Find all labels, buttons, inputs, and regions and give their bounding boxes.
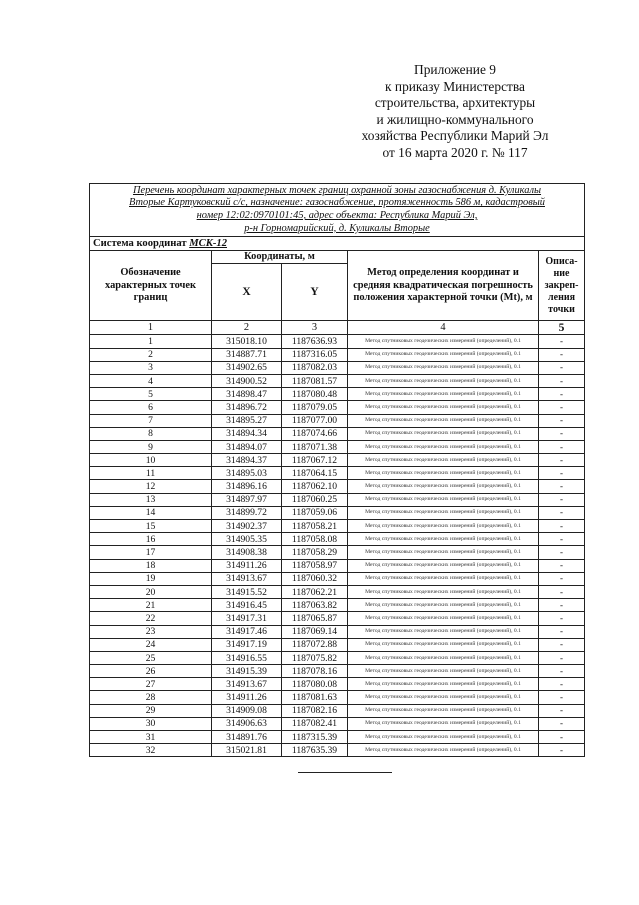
description-cell: - <box>539 401 585 414</box>
method-cell: Метод спутниковых геодезических измерений (определений), 0.1 <box>348 731 539 744</box>
description-cell: - <box>539 651 585 664</box>
description-cell: - <box>539 717 585 730</box>
table-row <box>90 401 585 414</box>
method-cell: Метод спутниковых геодезических измерений (определений), 0.1 <box>348 585 539 598</box>
column-number: 1 <box>90 321 212 335</box>
table-row <box>90 361 585 374</box>
appendix-line: хозяйства Республики Марий Эл <box>361 128 549 144</box>
point-cell: 2 <box>90 348 212 361</box>
description-cell: - <box>539 665 585 678</box>
x-cell: 314913.67 <box>212 572 282 585</box>
method-cell: Метод спутниковых геодезических измерений (определений), 0.1 <box>348 480 539 493</box>
x-cell: 314900.52 <box>212 374 282 387</box>
method-cell: Метод спутниковых геодезических измерений (определений), 0.1 <box>348 612 539 625</box>
method-cell: Метод спутниковых геодезических измерений (определений), 0.1 <box>348 599 539 612</box>
table-row <box>90 585 585 598</box>
description-cell: - <box>539 427 585 440</box>
method-cell: Метод спутниковых геодезических измерений (определений), 0.1 <box>348 374 539 387</box>
y-cell: 1187079.05 <box>282 401 348 414</box>
header-point: Обозначение характерных точек границ <box>90 251 212 321</box>
point-cell: 31 <box>90 731 212 744</box>
description-cell: - <box>539 625 585 638</box>
x-cell: 314894.07 <box>212 440 282 453</box>
table-row <box>90 612 585 625</box>
appendix-heading <box>330 62 580 162</box>
description-cell: - <box>539 467 585 480</box>
x-cell: 314917.31 <box>212 612 282 625</box>
description-cell: - <box>539 493 585 506</box>
coordinate-system-value: МСК-12 <box>189 238 228 249</box>
method-cell: Метод спутниковых геодезических измерений (определений), 0.1 <box>348 546 539 559</box>
point-cell: 7 <box>90 414 212 427</box>
x-cell: 314896.72 <box>212 401 282 414</box>
description-cell: - <box>539 546 585 559</box>
table-row <box>90 691 585 704</box>
y-cell: 1187315.39 <box>282 731 348 744</box>
description-cell: - <box>539 361 585 374</box>
table-row <box>90 546 585 559</box>
column-number: 5 <box>539 321 585 335</box>
appendix-line: и жилищно-коммунального <box>376 111 534 127</box>
x-cell: 314911.26 <box>212 691 282 704</box>
x-cell: 314915.39 <box>212 665 282 678</box>
coordinate-system <box>90 237 585 251</box>
coordinate-system-row <box>90 237 585 251</box>
table-row <box>90 335 585 348</box>
point-cell: 30 <box>90 717 212 730</box>
y-cell: 1187072.88 <box>282 638 348 651</box>
description-cell: - <box>539 374 585 387</box>
table-row <box>90 427 585 440</box>
table-row <box>90 506 585 519</box>
y-cell: 1187636.93 <box>282 335 348 348</box>
description-cell: - <box>539 638 585 651</box>
table-row <box>90 717 585 730</box>
description-cell: - <box>539 691 585 704</box>
table-row <box>90 704 585 717</box>
x-cell: 314916.45 <box>212 599 282 612</box>
x-cell: 314891.76 <box>212 731 282 744</box>
y-cell: 1187058.08 <box>282 533 348 546</box>
table-row <box>90 467 585 480</box>
method-cell: Метод спутниковых геодезических измерений (определений), 0.1 <box>348 440 539 453</box>
appendix-line: строительства, архитектуры <box>374 95 536 111</box>
y-cell: 1187063.82 <box>282 599 348 612</box>
x-cell: 314915.52 <box>212 585 282 598</box>
description-cell: - <box>539 585 585 598</box>
table-row <box>90 638 585 651</box>
table-row <box>90 731 585 744</box>
point-cell: 8 <box>90 427 212 440</box>
table-row <box>90 414 585 427</box>
table-row <box>90 440 585 453</box>
point-cell: 18 <box>90 559 212 572</box>
y-cell: 1187062.10 <box>282 480 348 493</box>
point-cell: 6 <box>90 401 212 414</box>
point-cell: 1 <box>90 335 212 348</box>
method-cell: Метод спутниковых геодезических измерений (определений), 0.1 <box>348 493 539 506</box>
x-cell: 314894.37 <box>212 454 282 467</box>
table-row <box>90 678 585 691</box>
header-row <box>90 251 585 264</box>
x-cell: 314916.55 <box>212 651 282 664</box>
x-cell: 315021.81 <box>212 744 282 757</box>
point-cell: 28 <box>90 691 212 704</box>
method-cell: Метод спутниковых геодезических измерений (определений), 0.1 <box>348 361 539 374</box>
table-row <box>90 493 585 506</box>
header-description: Описа-ние закреп-ления точки <box>539 251 585 321</box>
coordinates-table <box>89 183 585 757</box>
y-cell: 1187081.57 <box>282 374 348 387</box>
table-row <box>90 559 585 572</box>
description-cell: - <box>539 480 585 493</box>
method-cell: Метод спутниковых геодезических измерений (определений), 0.1 <box>348 533 539 546</box>
column-number-row <box>90 321 585 335</box>
table-row <box>90 651 585 664</box>
point-cell: 10 <box>90 454 212 467</box>
y-cell: 1187082.16 <box>282 704 348 717</box>
y-cell: 1187058.97 <box>282 559 348 572</box>
column-number: 3 <box>282 321 348 335</box>
description-cell: - <box>539 335 585 348</box>
x-cell: 314902.37 <box>212 520 282 533</box>
y-cell: 1187082.03 <box>282 361 348 374</box>
point-cell: 29 <box>90 704 212 717</box>
point-cell: 26 <box>90 665 212 678</box>
description-cell: - <box>539 454 585 467</box>
method-cell: Метод спутниковых геодезических измерений (определений), 0.1 <box>348 414 539 427</box>
point-cell: 13 <box>90 493 212 506</box>
x-cell: 314911.26 <box>212 559 282 572</box>
y-cell: 1187067.12 <box>282 454 348 467</box>
x-cell: 314895.03 <box>212 467 282 480</box>
description-cell: - <box>539 533 585 546</box>
x-cell: 314887.71 <box>212 348 282 361</box>
table-row <box>90 520 585 533</box>
table-title-row <box>90 184 585 237</box>
point-cell: 21 <box>90 599 212 612</box>
y-cell: 1187071.38 <box>282 440 348 453</box>
description-cell: - <box>539 731 585 744</box>
method-cell: Метод спутниковых геодезических измерений (определений), 0.1 <box>348 506 539 519</box>
footer-divider <box>298 772 392 773</box>
table-title-line: Перечень координат характерных точек границ охранной зоны газоснабжения д. Куликалы <box>132 184 542 196</box>
method-cell: Метод спутниковых геодезических измерений (определений), 0.1 <box>348 401 539 414</box>
method-cell: Метод спутниковых геодезических измерений (определений), 0.1 <box>348 717 539 730</box>
coordinate-system-label: Система координат <box>93 238 187 249</box>
table-row <box>90 533 585 546</box>
x-cell: 314913.67 <box>212 678 282 691</box>
appendix-line: к приказу Министерства <box>385 78 525 94</box>
description-cell: - <box>539 559 585 572</box>
x-cell: 314917.46 <box>212 625 282 638</box>
description-cell: - <box>539 520 585 533</box>
x-cell: 314902.65 <box>212 361 282 374</box>
method-cell: Метод спутниковых геодезических измерений (определений), 0.1 <box>348 704 539 717</box>
point-cell: 22 <box>90 612 212 625</box>
y-cell: 1187074.66 <box>282 427 348 440</box>
table-title-line: Вторые Картуковский с/с, назначение: газоснабжение, протяженность 586 м, кадастровый <box>129 197 545 209</box>
method-cell: Метод спутниковых геодезических измерений (определений), 0.1 <box>348 678 539 691</box>
point-cell: 27 <box>90 678 212 691</box>
header-method: Метод определения координат и средняя квадратическая погрешность положения характерной точки (Mt), м <box>348 251 539 321</box>
method-cell: Метод спутниковых геодезических измерений (определений), 0.1 <box>348 467 539 480</box>
column-number: 2 <box>212 321 282 335</box>
point-cell: 25 <box>90 651 212 664</box>
method-cell: Метод спутниковых геодезических измерений (определений), 0.1 <box>348 638 539 651</box>
table-row <box>90 665 585 678</box>
description-cell: - <box>539 704 585 717</box>
description-cell: - <box>539 348 585 361</box>
description-cell: - <box>539 388 585 401</box>
method-cell: Метод спутниковых геодезических измерений (определений), 0.1 <box>348 520 539 533</box>
table-title-line: р-н Горномарийский, д. Куликалы Вторые <box>244 222 430 234</box>
y-cell: 1187060.25 <box>282 493 348 506</box>
point-cell: 15 <box>90 520 212 533</box>
point-cell: 9 <box>90 440 212 453</box>
description-cell: - <box>539 414 585 427</box>
column-number: 4 <box>348 321 539 335</box>
method-cell: Метод спутниковых геодезических измерений (определений), 0.1 <box>348 665 539 678</box>
method-cell: Метод спутниковых геодезических измерений (определений), 0.1 <box>348 744 539 757</box>
point-cell: 19 <box>90 572 212 585</box>
method-cell: Метод спутниковых геодезических измерений (определений), 0.1 <box>348 348 539 361</box>
y-cell: 1187082.41 <box>282 717 348 730</box>
method-cell: Метод спутниковых геодезических измерений (определений), 0.1 <box>348 559 539 572</box>
table-row <box>90 454 585 467</box>
point-cell: 23 <box>90 625 212 638</box>
y-cell: 1187077.00 <box>282 414 348 427</box>
y-cell: 1187062.21 <box>282 585 348 598</box>
method-cell: Метод спутниковых геодезических измерений (определений), 0.1 <box>348 691 539 704</box>
x-cell: 314917.19 <box>212 638 282 651</box>
header-y: Y <box>282 264 348 321</box>
description-cell: - <box>539 612 585 625</box>
appendix-line: Приложение 9 <box>414 62 496 77</box>
point-cell: 17 <box>90 546 212 559</box>
table-row <box>90 480 585 493</box>
point-cell: 11 <box>90 467 212 480</box>
y-cell: 1187069.14 <box>282 625 348 638</box>
description-cell: - <box>539 599 585 612</box>
x-cell: 314898.47 <box>212 388 282 401</box>
table-row <box>90 348 585 361</box>
point-cell: 3 <box>90 361 212 374</box>
point-cell: 32 <box>90 744 212 757</box>
x-cell: 314896.16 <box>212 480 282 493</box>
point-cell: 24 <box>90 638 212 651</box>
method-cell: Метод спутниковых геодезических измерений (определений), 0.1 <box>348 454 539 467</box>
y-cell: 1187075.82 <box>282 651 348 664</box>
x-cell: 314905.35 <box>212 533 282 546</box>
method-cell: Метод спутниковых геодезических измерений (определений), 0.1 <box>348 625 539 638</box>
y-cell: 1187316.05 <box>282 348 348 361</box>
y-cell: 1187059.06 <box>282 506 348 519</box>
x-cell: 314899.72 <box>212 506 282 519</box>
table-row <box>90 572 585 585</box>
method-cell: Метод спутниковых геодезических измерений (определений), 0.1 <box>348 572 539 585</box>
header-coordinates: Координаты, м <box>212 251 348 264</box>
method-cell: Метод спутниковых геодезических измерений (определений), 0.1 <box>348 388 539 401</box>
x-cell: 314908.38 <box>212 546 282 559</box>
method-cell: Метод спутниковых геодезических измерений (определений), 0.1 <box>348 427 539 440</box>
table-row <box>90 374 585 387</box>
description-cell: - <box>539 572 585 585</box>
table-title <box>90 184 585 237</box>
header-x: X <box>212 264 282 321</box>
y-cell: 1187058.21 <box>282 520 348 533</box>
point-cell: 12 <box>90 480 212 493</box>
description-cell: - <box>539 678 585 691</box>
table-row <box>90 625 585 638</box>
x-cell: 314894.34 <box>212 427 282 440</box>
x-cell: 314909.08 <box>212 704 282 717</box>
description-cell: - <box>539 506 585 519</box>
point-cell: 5 <box>90 388 212 401</box>
table-row <box>90 744 585 757</box>
y-cell: 1187064.15 <box>282 467 348 480</box>
table-row <box>90 388 585 401</box>
x-cell: 314895.27 <box>212 414 282 427</box>
point-cell: 4 <box>90 374 212 387</box>
y-cell: 1187060.32 <box>282 572 348 585</box>
appendix-line: от 16 марта 2020 г. № 117 <box>382 144 528 160</box>
y-cell: 1187635.39 <box>282 744 348 757</box>
y-cell: 1187080.08 <box>282 678 348 691</box>
description-cell: - <box>539 744 585 757</box>
x-cell: 314897.97 <box>212 493 282 506</box>
y-cell: 1187065.87 <box>282 612 348 625</box>
table-row <box>90 599 585 612</box>
point-cell: 20 <box>90 585 212 598</box>
table-title-line: номер 12:02:0970101:45, адрес объекта: Республика Марий Эл, <box>196 210 478 221</box>
y-cell: 1187058.29 <box>282 546 348 559</box>
y-cell: 1187081.63 <box>282 691 348 704</box>
method-cell: Метод спутниковых геодезических измерений (определений), 0.1 <box>348 335 539 348</box>
x-cell: 315018.10 <box>212 335 282 348</box>
description-cell: - <box>539 440 585 453</box>
method-cell: Метод спутниковых геодезических измерений (определений), 0.1 <box>348 651 539 664</box>
point-cell: 16 <box>90 533 212 546</box>
y-cell: 1187080.48 <box>282 388 348 401</box>
point-cell: 14 <box>90 506 212 519</box>
y-cell: 1187078.16 <box>282 665 348 678</box>
x-cell: 314906.63 <box>212 717 282 730</box>
